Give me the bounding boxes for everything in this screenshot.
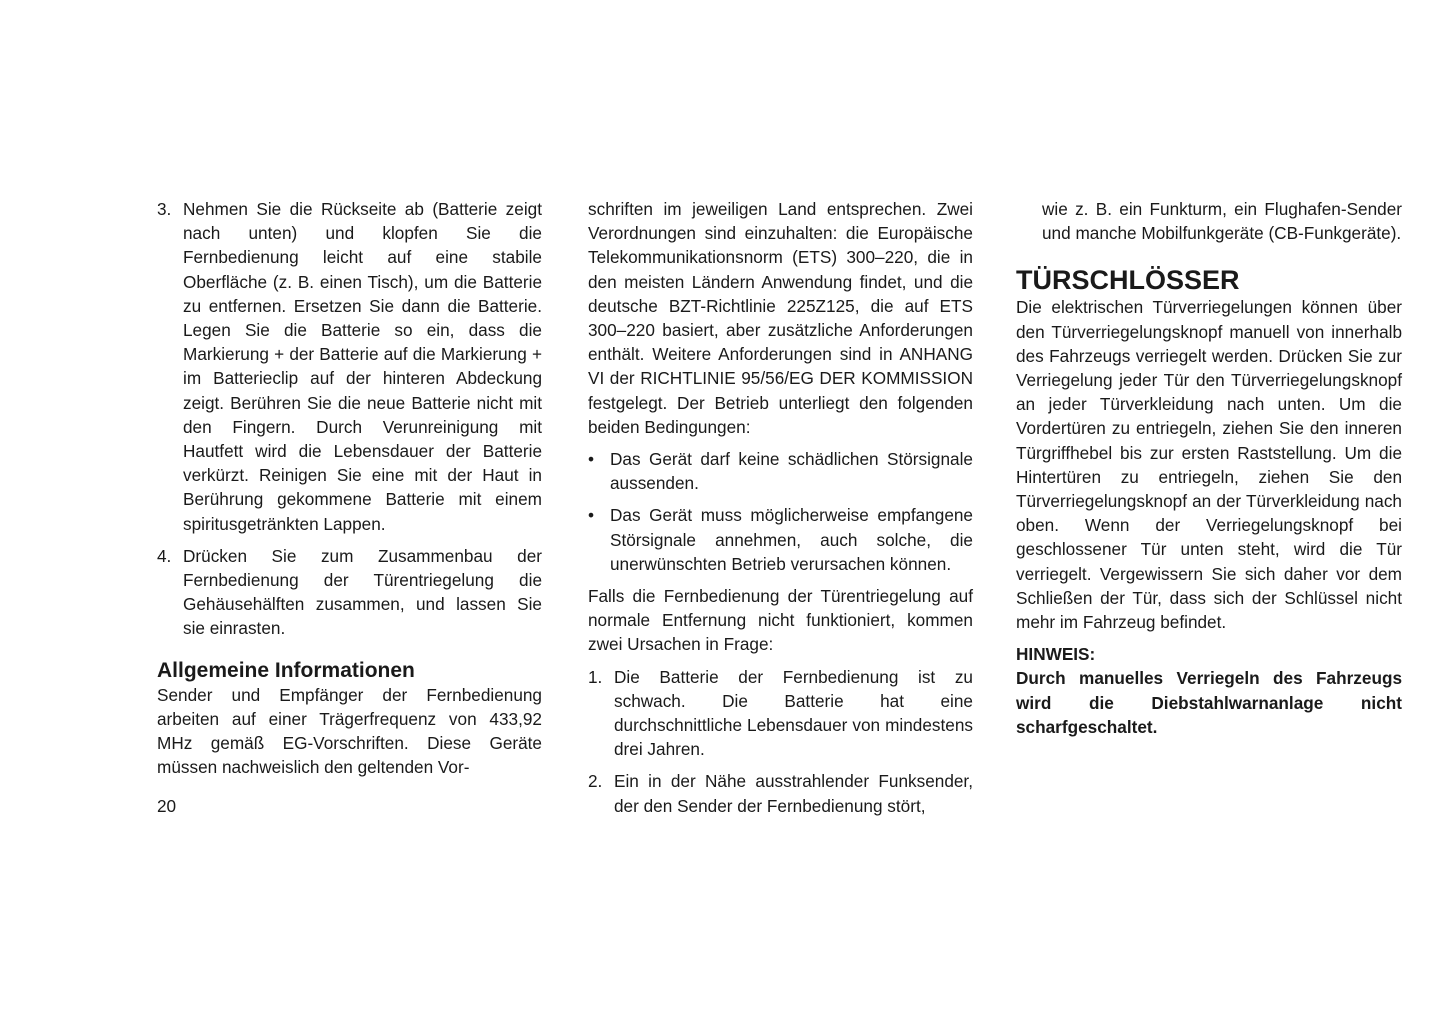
list-number: 1. (588, 666, 603, 687)
list-item-4 (157, 544, 542, 641)
paragraph-general-info: Sender und Empfänger der Fernbedienung arbeiten auf einer Trägerfrequenz von 433,92 MHz gemäß EG-Vorschriften. Diese Geräte müssen nachweislich den geltenden Vor- (157, 684, 542, 778)
column-left (157, 197, 542, 779)
list-text: Nehmen Sie die Rückseite ab (Batterie zeigt nach unten) und klopfen Sie die Fernbedienung leicht auf eine stabile Oberfläche (z. B. einen Tisch), um die Batterie zu entfernen. Ersetzen Sie dann die Batterie. Legen Sie die Batterie so ein, dass die Markierung + der Batterie auf die Markierung + im Batterieclip auf der hinteren Abdeckung zeigt. Berühren Sie die neue Batterie nicht mit den Fingern. Durch Verunreinigung mit Hautfett wird die Lebensdauer der Batterie verkürzt. Reinigen Sie eine mit der Haut in Berührung gekommene Batterie mit einem spiritusgetränkten Lappen. (183, 199, 542, 534)
paragraph-regulations: schriften im jeweiligen Land entsprechen. Zwei Verordnungen sind einzuhalten: die Europäische Telekommunikationsnorm (ETS) 300–220, die in den meisten Ländern Anwendung findet, und die deutsche BZT-Richtlinie 225Z125, die auf ETS 300–220 basiert, aber zusätzliche Anforderungen enthält. Weitere Anforderungen sind in ANHANG VI der RICHTLINIE 95/56/EG DER KOMMISSION festgelegt. Der Betrieb unterliegt den folgenden beiden Bedingungen: (588, 199, 973, 437)
list-item-2 (588, 769, 973, 817)
paragraph-causes: Falls die Fernbedienung der Türentriegelung auf normale Entfernung nicht funktioniert, kommen zwei Ursachen in Frage: (588, 586, 973, 655)
bullet-icon: • (588, 449, 595, 470)
note-text: Durch manuelles Verriegeln des Fahrzeugs wird die Diebstahlwarnanlage nicht scharfgeschaltet. (1016, 668, 1402, 737)
page-number: 20 (157, 796, 177, 816)
section-heading-door-locks: TÜRSCHLÖSSER (1016, 265, 1240, 296)
list-text: Ein in der Nähe ausstrahlender Funksender, der den Sender der Fernbedienung stört, (614, 771, 973, 816)
section-heading-general-info: Allgemeine Informationen (157, 658, 415, 682)
list-item-1 (588, 665, 973, 762)
column-right (1016, 197, 1402, 739)
column-middle (588, 197, 973, 826)
list-item-3 (157, 197, 542, 536)
bullet-item-1 (588, 447, 973, 495)
bullet-text: Das Gerät muss möglicherweise empfangene Störsignale annehmen, auch solche, die unerwünschten Betrieb verursachen können. (610, 505, 973, 574)
list-text: Die Batterie der Fernbedienung ist zu schwach. Die Batterie hat eine durchschnittliche Lebensdauer von mindestens drei Jahren. (614, 666, 973, 760)
list-number: 4. (157, 545, 172, 566)
list-number: 3. (157, 199, 172, 219)
bullet-icon: • (588, 505, 595, 526)
paragraph-door-locks: Die elektrischen Türverriegelungen können über den Türverriegelungsknopf manuell von innerhalb des Fahrzeugs verriegelt werden. Drücken Sie zur Verriegelung jeder Tür den Türverriegelungsknopf an jeder Türverkleidung nach unten. Um die Vordertüren zu entriegeln, ziehen Sie den inneren Türgriffhebel bis zur ersten Raststellung. Um die Hintertüren zu entriegeln, ziehen Sie den Türverriegelungsknopf an der Türverkleidung nach oben. Wenn der Verriegelungsknopf bei geschlossener Tür unten steht, wird die Tür verriegelt. Vergewissern Sie sich daher vor dem Schließen der Tür, dass sich der Schlüssel nicht mehr im Fahrzeug befindet. (1016, 297, 1402, 633)
bullet-text: Das Gerät darf keine schädlichen Störsignale aussenden. (610, 449, 973, 494)
list-continuation: wie z. B. ein Funkturm, ein Flughafen-Sender und manche Mobilfunkgeräte (CB-Funkgeräte). (1042, 199, 1402, 244)
note-label: HINWEIS: (1016, 644, 1096, 665)
list-number: 2. (588, 771, 603, 792)
list-text: Drücken Sie zum Zusammenbau der Fernbedienung der Türentriegelung die Gehäusehälften zusammen, und lassen Sie sie einrasten. (183, 545, 542, 639)
bullet-item-2 (588, 503, 973, 576)
